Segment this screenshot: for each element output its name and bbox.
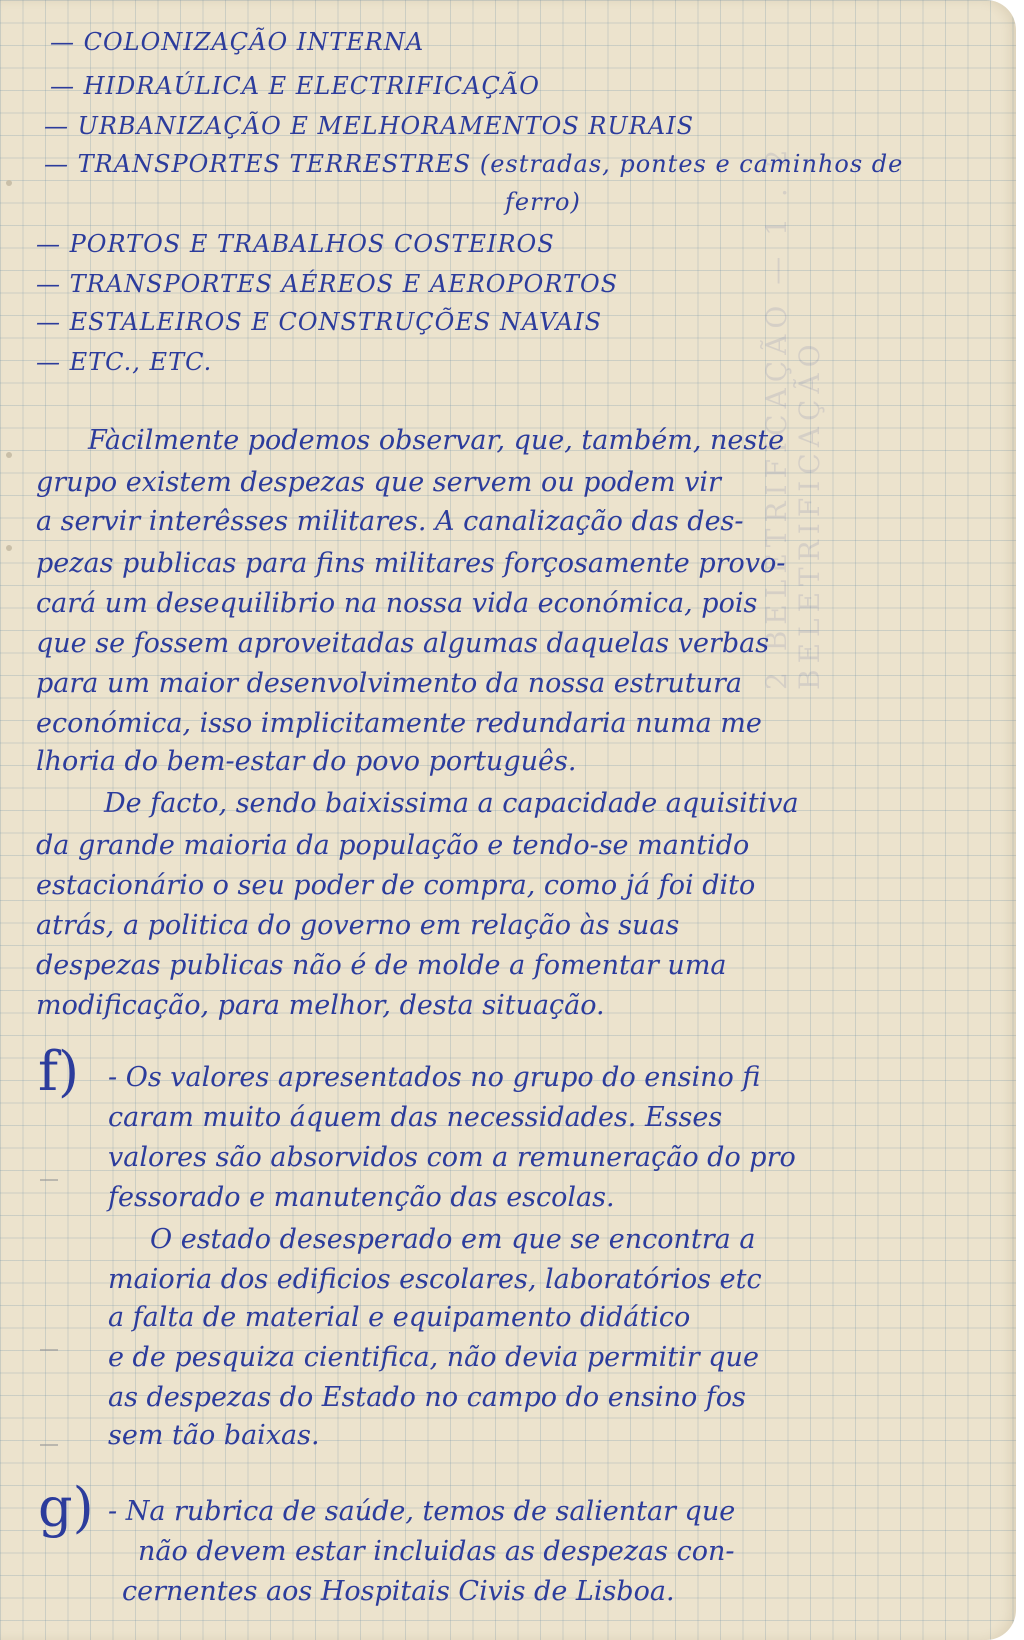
section-marker: g) bbox=[38, 1476, 94, 1539]
text-line: da grande maioria da população e tendo-se mantido bbox=[36, 830, 750, 861]
list-item-continuation: ferro) bbox=[505, 188, 581, 216]
text-line: De facto, sendo baixissima a capacidade aquisitiva bbox=[104, 788, 799, 819]
text-line: - Os valores apresentados no grupo do ensino fi bbox=[108, 1062, 761, 1093]
list-item: — ESTALEIROS E CONSTRUÇÕES NAVAIS bbox=[36, 308, 603, 336]
text-line: e de pesquiza cientifica, não devia permitir que bbox=[108, 1342, 759, 1373]
text-line: - Na rubrica de saúde, temos de salientar que bbox=[108, 1496, 736, 1527]
list-item: — TRANSPORTES AÉREOS E AEROPORTOS bbox=[36, 270, 619, 298]
text-line: a falta de material e equipamento didático bbox=[108, 1302, 691, 1333]
text-line: cará um desequilibrio na nossa vida económica, pois bbox=[36, 588, 758, 619]
list-item: — PORTOS E TRABALHOS COSTEIROS bbox=[36, 230, 555, 258]
list-item: — URBANIZAÇÃO E MELHORAMENTOS RURAIS bbox=[44, 112, 695, 140]
text-line: fessorado e manutenção das escolas. bbox=[108, 1182, 615, 1213]
text-line: estacionário o seu poder de compra, como já foi dito bbox=[36, 870, 756, 901]
text-line: lhoria do bem-estar do povo português. bbox=[36, 746, 577, 777]
text-line: despezas publicas não é de molde a fomentar uma bbox=[36, 950, 727, 981]
text-line: a servir interêsses militares. A canalização das des- bbox=[36, 506, 744, 537]
text-line: não devem estar incluidas as despezas con- bbox=[138, 1536, 735, 1567]
text-line: para um maior desenvolvimento da nossa estrutura bbox=[36, 668, 743, 699]
text-line: cernentes aos Hospitais Civis de Lisboa. bbox=[122, 1576, 675, 1607]
text-line: atrás, a politica do governo em relação às suas bbox=[36, 910, 680, 941]
section-marker: f) bbox=[38, 1040, 80, 1103]
text-line: maioria dos edificios escolares, laboratórios etc bbox=[108, 1264, 762, 1295]
text-line: valores são absorvidos com a remuneração do pro bbox=[108, 1142, 796, 1173]
text-line: as despezas do Estado no campo do ensino fos bbox=[108, 1382, 746, 1413]
text-line: sem tão baixas. bbox=[108, 1420, 320, 1451]
text-line: Fàcilmente podemos observar, que, também, neste bbox=[88, 425, 785, 456]
text-line: caram muito áquem das necessidades. Esses bbox=[108, 1102, 723, 1133]
text-line: O estado desesperado em que se encontra a bbox=[150, 1224, 756, 1255]
text-line: pezas publicas para fins militares forçosamente provo- bbox=[36, 548, 786, 579]
text-line: modificação, para melhor, desta situação. bbox=[36, 990, 605, 1021]
list-item: — TRANSPORTES TERRESTRES (estradas, pontes e caminhos de bbox=[44, 150, 904, 178]
text-line: económica, isso implicitamente redundaria numa me bbox=[36, 708, 762, 739]
bleed-through-text: 2 BELETRIFICAÇÃO — 1 . 2 BELETRIFICAÇÃO bbox=[760, 143, 826, 690]
list-item: — COLONIZAÇÃO INTERNA bbox=[50, 28, 425, 56]
list-item: — HIDRAÚLICA E ELECTRIFICAÇÃO bbox=[50, 72, 540, 100]
list-item: — ETC., ETC. bbox=[36, 348, 213, 376]
text-line: grupo existem despezas que servem ou podem vir bbox=[36, 467, 721, 498]
text-line: que se fossem aproveitadas algumas daquelas verbas bbox=[36, 628, 770, 659]
